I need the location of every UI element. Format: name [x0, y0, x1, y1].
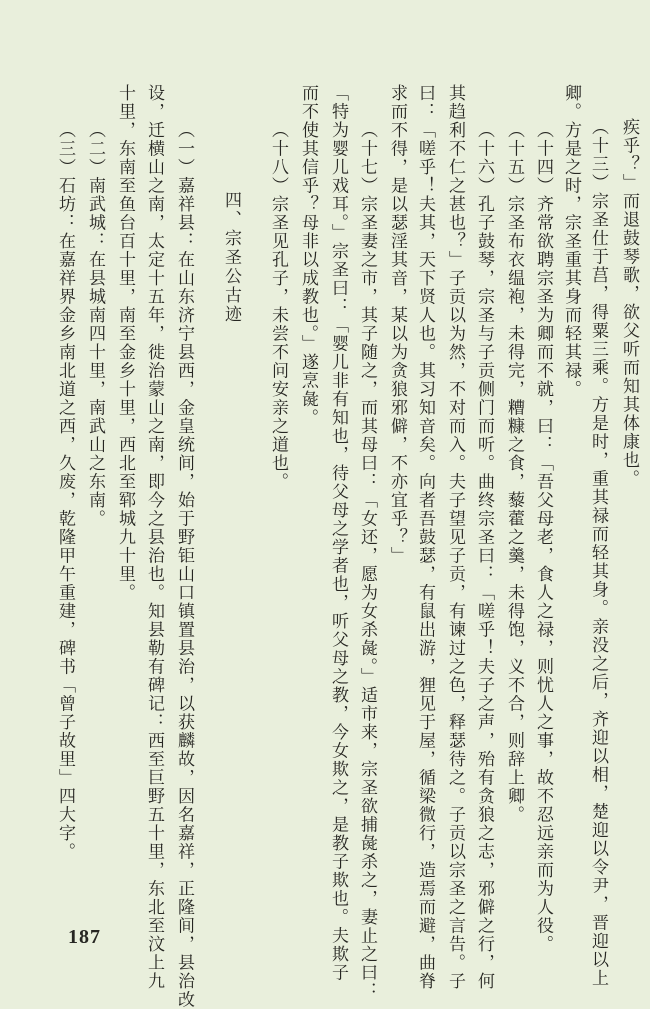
- text-column-6: （十六）孔子鼓琴，宗圣与子贡侧门而听。曲终宗圣曰：「嗟乎！夫子之声，殆有贪狼之志，邪僻之行，何: [474, 121, 494, 991]
- text-column-7: 其趋利不仁之甚也？」子贡以为然，不对而入。夫子望见子贡，有谏过之色，释瑟待之。子贡以宗圣之言告。子: [445, 84, 465, 991]
- text-column-16: 设，迁横山之南，太定十五年，徙治蒙山之南，即今之县治也。知县勒有碑记：西至巨野五十里，东北至汶上九: [144, 84, 164, 991]
- text-column-12: 而不使其信乎？母非以成教也。」遂烹彘。: [298, 84, 318, 427]
- text-column-19: （三）石坊：在嘉祥界金乡南北道之西，久废，乾隆甲午重建，碑书「曾子故里」四大字。: [55, 121, 75, 861]
- text-column-5: （十五）宗圣布衣缊袍，未得完，糟糠之食，藜藿之羹，未得饱，义不合，则辞上卿。: [504, 121, 524, 824]
- text-column-15: （一）嘉祥县：在山东济宁县西，金皇统间，始于野钜山口镇置县治，以获麟故，因名嘉祥，正隆间，县治改: [174, 121, 194, 1009]
- text-column-9: 求而不得，是以瑟淫其音，某以为贪狼邪僻，不亦宜乎？」: [387, 84, 407, 565]
- section-heading: 四、宗圣公古迹: [221, 191, 241, 324]
- text-column-1: 疾乎？」而退鼓琴歌，欲父听而知其体康也。: [619, 118, 639, 488]
- text-column-18: （二）南武城：在县城南四十里，南武山之东南。: [85, 121, 105, 528]
- text-column-2: （十三）宗圣仕于莒，得粟三乘。方是时，重其禄而轻其身。亲没之后，齐迎以相，楚迎以令尹，晋迎以上: [588, 118, 608, 988]
- text-column-8: 曰：「嗟乎！夫其，天下贤人也。其习知音矣。向者吾鼓瑟，有鼠出游，狸见于屋，循梁微行，造焉而避，曲脊: [415, 84, 435, 991]
- text-column-17: 十里，东南至鱼台百十里，南至金乡十里，西北至郓城九十里。: [115, 84, 135, 602]
- text-column-4: （十四）齐常欲聘宗圣为卿而不就，曰：「吾父母老，食人之禄，则忧人之事，故不忍远亲而为人役。: [533, 121, 553, 954]
- text-column-11: 「特为婴儿戏耳。」宗圣曰：「婴儿非有知也，待父母之学者也，听父母之教，今女欺之，是教子欺也。夫欺子: [328, 84, 348, 982]
- text-column-3: 卿。方是之时，宗圣重其身而轻其禄。: [561, 84, 581, 399]
- text-column-10: （十七）宗圣妻之市，其子随之，而其母曰：「女还，愿为女杀彘。」适市来，宗圣欲捕彘杀之，妻止之曰：: [357, 121, 377, 1001]
- page-number: 187: [68, 926, 101, 948]
- text-column-13: （十八）宗圣见孔子，未尝不问安亲之道也。: [268, 121, 288, 491]
